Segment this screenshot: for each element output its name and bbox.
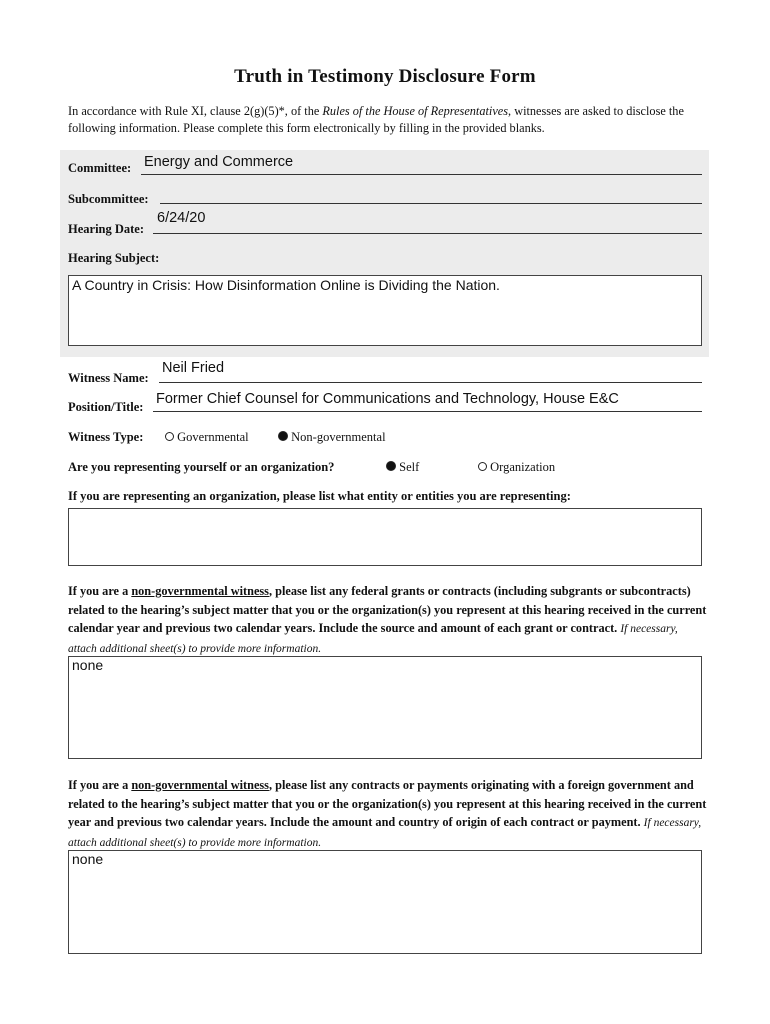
witness-name-line <box>159 382 702 383</box>
hearing-date-line <box>153 233 702 234</box>
hearing-subject-value: A Country in Crisis: How Disinformation Online is Dividing the Nation. <box>72 277 500 293</box>
position-label: Position/Title: <box>68 400 144 414</box>
radio-organization[interactable] <box>478 460 555 475</box>
hearing-date-label: Hearing Date: <box>68 222 145 236</box>
radio-governmental-label: Governmental <box>177 430 249 444</box>
radio-governmental[interactable] <box>165 430 249 445</box>
radio-non-governmental[interactable] <box>278 430 386 445</box>
witness-name-field[interactable]: Neil Fried <box>162 360 225 376</box>
radio-non-governmental-label: Non-governmental <box>291 430 386 444</box>
representing-label: Are you representing yourself or an organization? <box>68 460 335 474</box>
hearing-subject-label: Hearing Subject: <box>68 251 160 265</box>
foreign-field[interactable] <box>68 850 702 954</box>
organization-question: If you are representing an organization, please list what entity or entities you are representing: <box>68 489 571 503</box>
position-field[interactable]: Former Chief Counsel for Communications and Technology, House E&C <box>156 391 619 407</box>
grants-field[interactable] <box>68 656 702 759</box>
witness-name-label: Witness Name: <box>68 371 149 385</box>
committee-line <box>141 174 702 175</box>
committee-field[interactable]: Energy and Commerce <box>144 154 294 170</box>
committee-label: Committee: <box>68 161 132 175</box>
foreign-value: none <box>72 851 104 867</box>
intro-text: In accordance with Rule XI, clause 2(g)(5)*, of the Rules of the House of Representatives, witnesses are asked to disclose the following information. Please complete this form electronically by filling in the provided blanks. <box>68 104 684 135</box>
radio-organization-label: Organization <box>490 460 556 474</box>
foreign-question: If you are a non-governmental witness, please list any contracts or payments originating with a foreign government and related to the hearing’s subject matter that you or the organization(s) you represent at this hearing received in the current year and previous two calendar years. Include the amount and country of origin of each contract or payment. If necessary, attach additional sheet(s) to provide more information. <box>68 778 707 849</box>
radio-non-governmental-circle[interactable] <box>278 431 288 441</box>
grants-value: none <box>72 657 104 673</box>
radio-self-label: Self <box>399 460 420 474</box>
grants-question: If you are a non-governmental witness, please list any federal grants or contracts (including subgrants or subcontracts) related to the hearing’s subject matter that you or the organization(s) you represent at this hearing received in the current calendar year and previous two calendar years. Include the source and amount of each grant or contract. If necessary, attach additional sheet(s) to provide more information. <box>68 584 707 655</box>
hearing-date-field[interactable]: 6/24/20 <box>157 210 206 226</box>
form-title: Truth in Testimony Disclosure Form <box>234 66 536 87</box>
witness-type-label: Witness Type: <box>68 430 144 444</box>
radio-self[interactable] <box>386 460 419 475</box>
radio-self-circle[interactable] <box>386 461 396 471</box>
hearing-subject-field[interactable] <box>68 275 702 346</box>
organization-field[interactable] <box>68 508 702 566</box>
radio-organization-circle[interactable] <box>478 462 487 471</box>
subcommittee-label: Subcommittee: <box>68 192 149 206</box>
position-line <box>153 411 702 412</box>
radio-governmental-circle[interactable] <box>165 432 174 441</box>
subcommittee-line <box>160 203 702 204</box>
subcommittee-field[interactable] <box>162 185 702 203</box>
